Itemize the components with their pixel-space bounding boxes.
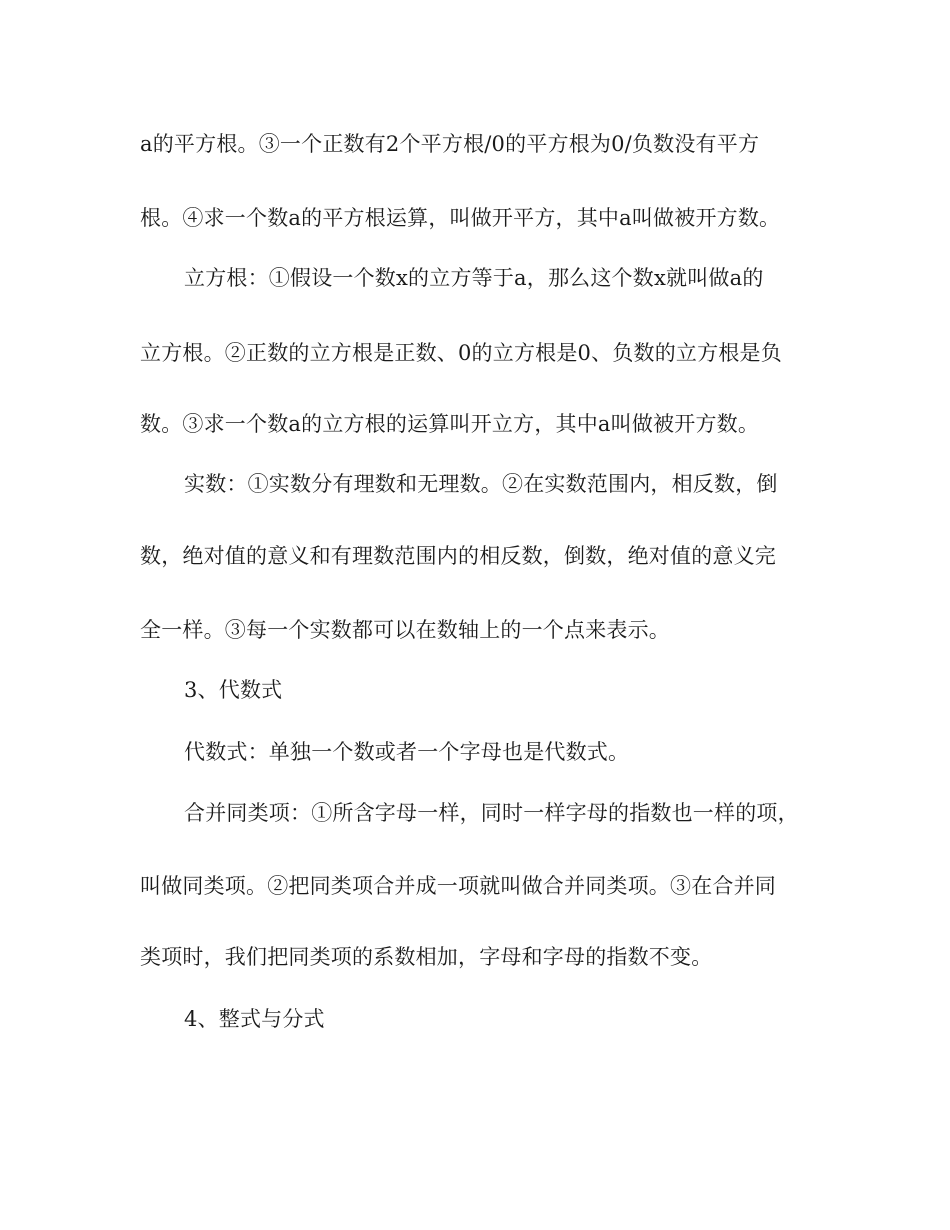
section-heading-4: 4、整式与分式 [184, 1007, 325, 1031]
paragraph-like-terms-start: 合并同类项：①所含字母一样，同时一样字母的指数也一样的项， [184, 801, 799, 825]
section-heading-3: 3、代数式 [184, 678, 283, 702]
text-line-1: a的平方根。③一个正数有2个平方根/0的平方根为0/负数没有平方 [140, 132, 760, 156]
text-line-8: 全一样。③每一个实数都可以在数轴上的一个点来表示。 [140, 618, 670, 642]
text-line-12: 叫做同类项。②把同类项合并成一项就叫做合并同类项。③在合并同 [140, 874, 776, 898]
text-line-13: 类项时，我们把同类项的系数相加，字母和字母的指数不变。 [140, 945, 713, 969]
text-line-7: 数，绝对值的意义和有理数范围内的相反数，倒数，绝对值的意义完 [140, 544, 776, 568]
text-line-2: 根。④求一个数a的平方根运算，叫做开平方，其中a叫做被开方数。 [140, 206, 781, 230]
paragraph-algebraic-expression: 代数式：单独一个数或者一个字母也是代数式。 [184, 740, 630, 764]
paragraph-cube-root-start: 立方根：①假设一个数x的立方等于a，那么这个数x就叫做a的 [184, 266, 764, 290]
text-line-5: 数。③求一个数a的立方根的运算叫开立方，其中a叫做被开方数。 [140, 412, 760, 436]
text-line-4: 立方根。②正数的立方根是正数、0的立方根是0、负数的立方根是负 [140, 341, 782, 365]
paragraph-real-numbers-start: 实数：①实数分有理数和无理数。②在实数范围内，相反数，倒 [184, 472, 778, 496]
